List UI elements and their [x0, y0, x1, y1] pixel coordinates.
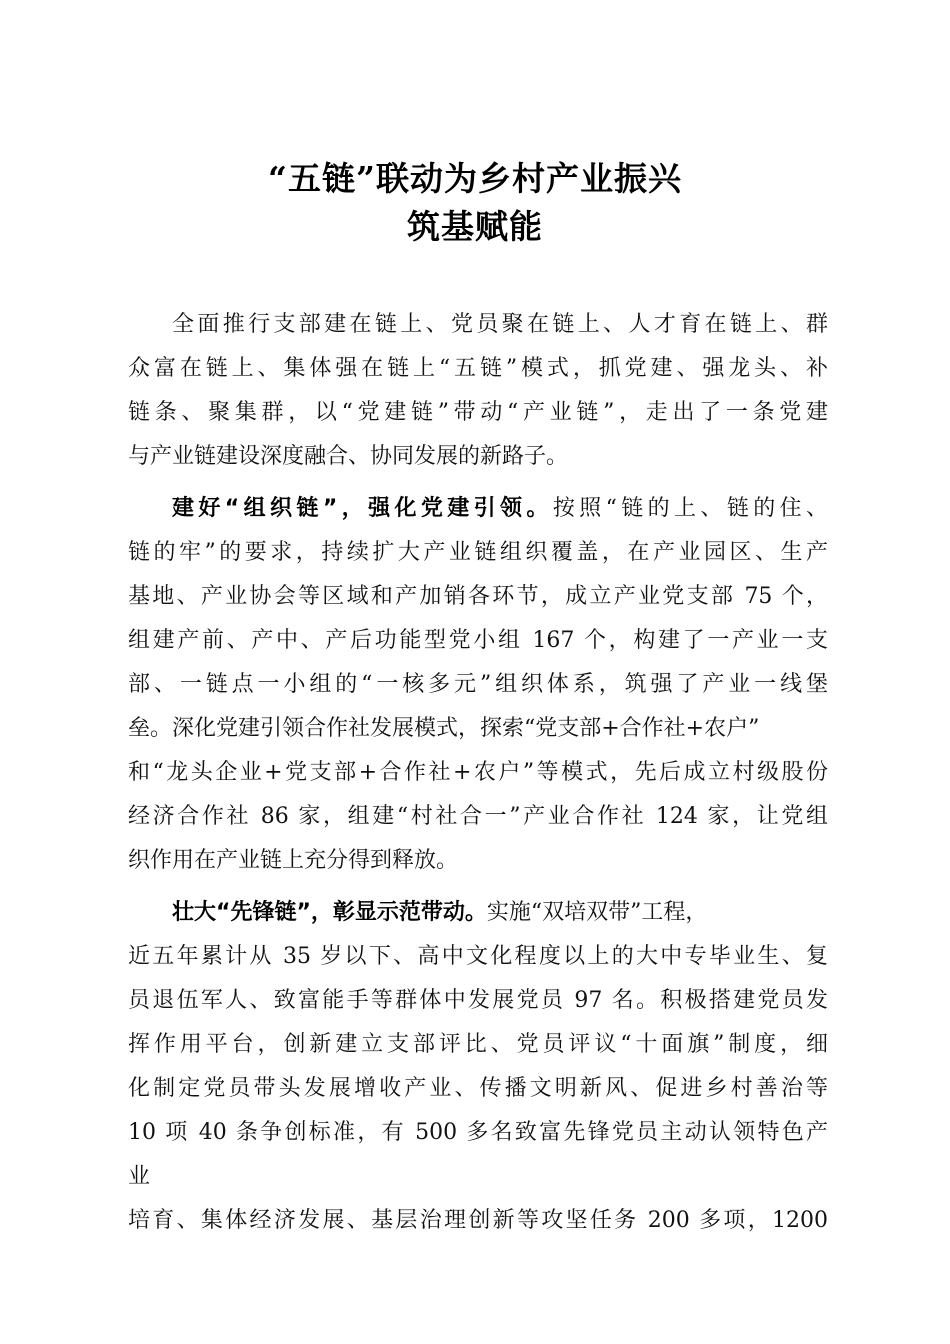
paragraph-line: 业 [128, 1164, 151, 1189]
paragraph-organization-chain [128, 487, 828, 883]
paragraph-line: 全面推行支部建在链上、党员聚在链上、人才育在链上、群 [172, 312, 828, 337]
paragraph-line: 经济合作社 86 家，组建“村社合一”产业合作社 124 家，让党组 [128, 804, 828, 829]
paragraph-intro [128, 303, 828, 479]
document-title-line-2: 筑基赋能 [407, 207, 543, 246]
paragraph-line: 众富在链上、集体强在链上“五链”模式，抓党建、强龙头、补 [128, 356, 828, 381]
paragraph-line: 化制定党员带头发展增收产业、传播文明新风、促进乡村善治等 [128, 1076, 828, 1101]
paragraph-line: 近五年累计从 35 岁以下、高中文化程度以上的大中专毕业生、复 [128, 944, 828, 969]
paragraph-line: 培育、集体经济发展、基层治理创新等攻坚任务 200 多项，1200 [128, 1208, 828, 1233]
paragraph-line: 链的牢”的要求，持续扩大产业链组织覆盖，在产业园区、生产 [128, 540, 828, 565]
paragraph-line: 基地、产业协会等区域和产加销各环节，成立产业党支部 75 个， [128, 584, 828, 609]
paragraph-line [128, 891, 828, 935]
paragraph-line: 10 项 40 条争创标准，有 500 多名致富先锋党员主动认领特色产 [128, 1120, 828, 1145]
paragraph-line: 织作用在产业链上充分得到释放。 [128, 848, 459, 873]
paragraph-line: 和“龙头企业+党支部+合作社+农户”等模式，先后成立村级股份 [128, 760, 828, 785]
paragraph-line [128, 487, 828, 531]
paragraph-line: 垒。深化党建引领合作社发展模式，探索“党支部+合作社+农户” [128, 716, 760, 741]
paragraph-line-text: 实施“双培双带”工程， [486, 900, 708, 925]
paragraph-line: 链条、聚集群，以“党建链”带动“产业链”，走出了一条党建 [128, 400, 828, 425]
paragraph-line: 组建产前、产中、产后功能型党小组 167 个，构建了一产业一支 [128, 628, 828, 653]
document-title-line-1: “五链”联动为乡村产业振兴 [268, 159, 682, 198]
paragraph-line: 员退伍军人、致富能手等群体中发展党员 97 名。积极搭建党员发 [128, 988, 828, 1013]
paragraph-lead-heading: 建好“组织链”，强化党建引领。 [172, 496, 553, 521]
paragraph-line-text: 按照“链的上、链的住、 [552, 496, 829, 521]
paragraph-pioneer-chain [128, 891, 828, 1243]
paragraph-line: 与产业链建设深度融合、协同发展的新路子。 [128, 444, 569, 469]
paragraph-line: 挥作用平台，创新建立支部评比、党员评议“十面旗”制度，细 [128, 1032, 828, 1057]
paragraph-lead-heading: 壮大“先锋链”，彰显示范带动。 [172, 900, 487, 925]
paragraph-line: 部、一链点一小组的“一核多元”组织体系，筑强了产业一线堡 [128, 672, 828, 697]
document-body [128, 303, 828, 1243]
